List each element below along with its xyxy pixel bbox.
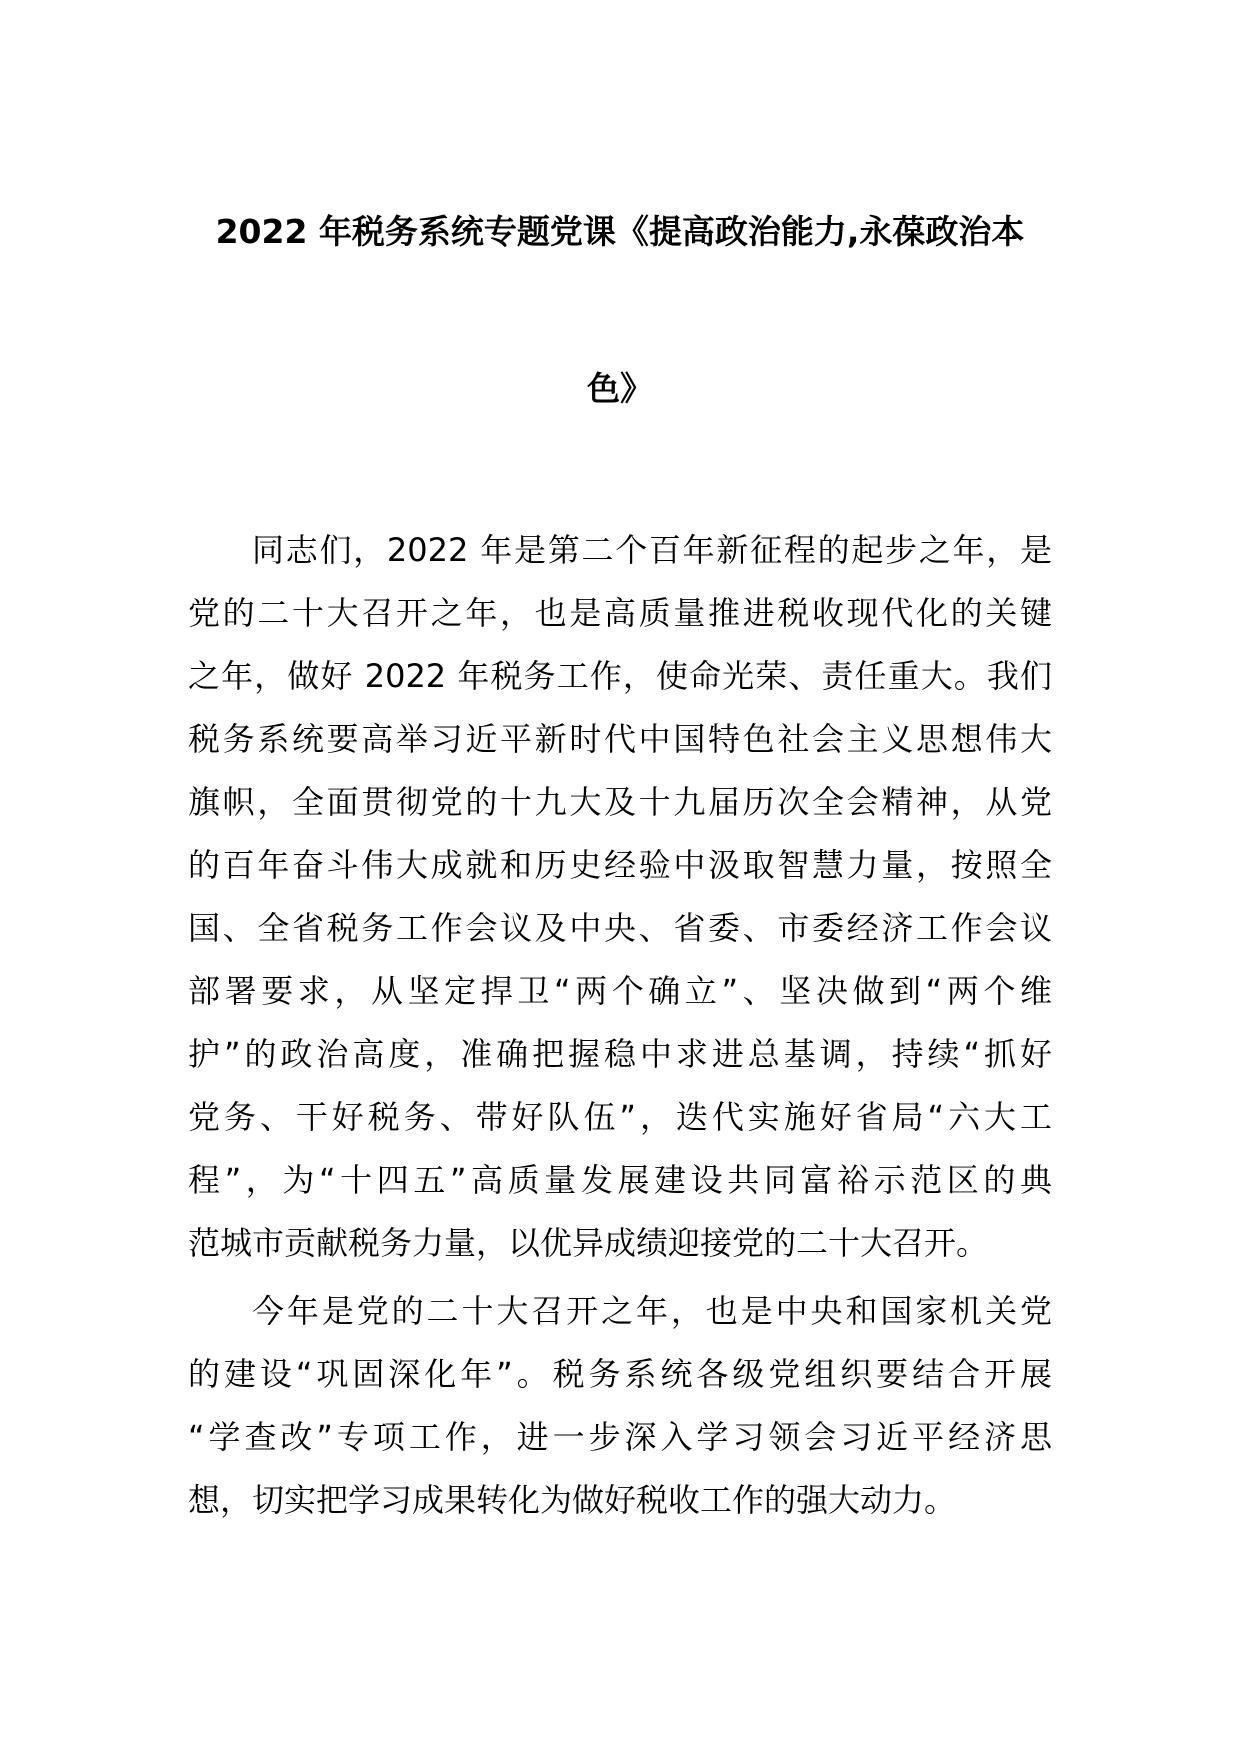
paragraph-1-line: 程”，为“十四五”高质量发展建设共同富裕示范区的典	[188, 1161, 1052, 1199]
paragraph-1-line: 税务系统要高举习近平新时代中国特色社会主义思想伟大	[188, 720, 1052, 758]
paragraph-1-line: 国、全省税务工作会议及中央、省委、市委经济工作会议	[188, 909, 1052, 947]
paragraph-2-line: 今年是党的二十大召开之年，也是中央和国家机关党	[252, 1292, 1052, 1330]
paragraph-1-line: 范城市贡献税务力量，以优异成绩迎接党的二十大召开。	[188, 1224, 989, 1262]
document-title-line-2: 色》	[587, 369, 653, 408]
paragraph-2-line: 的建设“巩固深化年”。税务系统各级党组织要结合开展	[188, 1355, 1052, 1393]
paragraph-1-line: 部署要求，从坚定捍卫“两个确立”、坚决做到“两个维	[188, 972, 1052, 1010]
paragraph-2-line: “学查改”专项工作，进一步深入学习领会习近平经济思	[188, 1418, 1052, 1456]
paragraph-2-line: 想，切实把学习成果转化为做好税收工作的强大动力。	[188, 1481, 957, 1519]
paragraph-1-line: 之年，做好 2022 年税务工作，使命光荣、责任重大。我们	[188, 657, 1052, 695]
paragraph-1-line: 党务、干好税务、带好队伍”，迭代实施好省局“六大工	[188, 1098, 1052, 1136]
paragraph-1-line: 同志们，2022 年是第二个百年新征程的起步之年，是	[252, 531, 1052, 569]
paragraph-1-line: 的百年奋斗伟大成就和历史经验中汲取智慧力量，按照全	[188, 846, 1052, 884]
paragraph-1-line: 旗帜，全面贯彻党的十九大及十九届历次全会精神，从党	[188, 783, 1052, 821]
paragraph-1-line: 护”的政治高度，准确把握稳中求进总基调，持续“抓好	[188, 1035, 1052, 1073]
paragraph-1-line: 党的二十大召开之年，也是高质量推进税收现代化的关键	[188, 594, 1052, 632]
document-title-line-1: 2022 年税务系统专题党课《提高政治能力,永葆政治本	[215, 212, 1025, 251]
